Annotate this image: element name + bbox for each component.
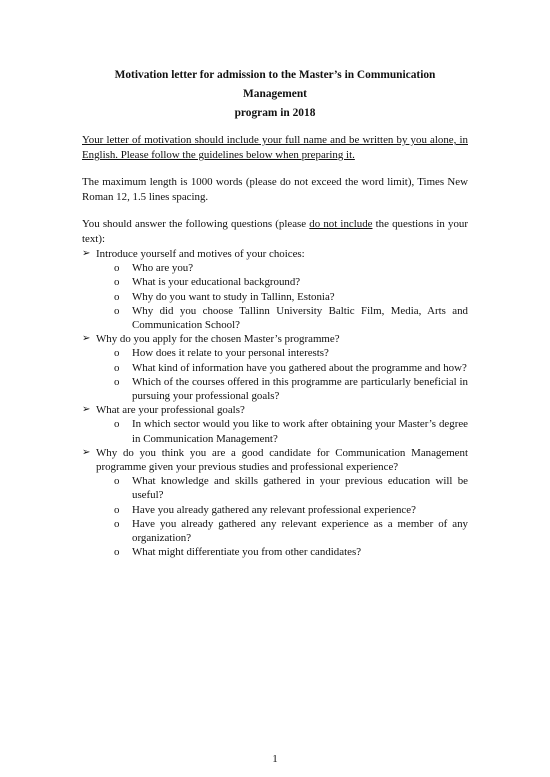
- section-heading: What are your professional goals?: [96, 404, 245, 417]
- questions-intro-before: You should answer the following questions (please: [82, 218, 310, 230]
- section-heading: Introduce yourself and motives of your choices:: [96, 248, 305, 260]
- list-item: [114, 290, 468, 304]
- sub-question-text: Who are you?: [132, 262, 194, 275]
- sub-question-text: Why did you choose Tallinn University Baltic Film, Media, Arts and Communication School?: [132, 304, 468, 332]
- title-line-2: program in 2018: [234, 107, 316, 119]
- arrow-bullet-icon: ➢: [82, 446, 91, 458]
- circle-bullet-icon: o: [114, 503, 120, 516]
- section-heading: Why do you think you are a good candidate for Communication Management programme given your previous studies and professional experience?: [96, 446, 468, 474]
- section-introduce: [82, 247, 468, 332]
- section-candidate: [82, 446, 468, 560]
- sub-question-list: [96, 474, 468, 559]
- instruction-paragraph: Your letter of motivation should include your full name and be written by you alone, in English. Please follow the guidelines below when preparing it.: [82, 134, 468, 161]
- sub-question-list: [96, 261, 468, 332]
- title-line-1: Motivation letter for admission to the Master’s in Communication Management: [114, 69, 436, 100]
- list-item: [114, 545, 468, 559]
- sub-question-text: What is your educational background?: [132, 276, 301, 289]
- list-item: [114, 304, 468, 332]
- list-item: [114, 275, 468, 289]
- circle-bullet-icon: o: [114, 262, 120, 275]
- sub-question-text: Have you already gathered any relevant professional experience?: [132, 503, 416, 516]
- questions-intro-underlined: do not include: [309, 218, 373, 230]
- arrow-bullet-icon: ➢: [82, 333, 91, 345]
- sub-question-text: What kind of information have you gathered about the programme and how?: [132, 361, 467, 374]
- circle-bullet-icon: o: [114, 517, 120, 530]
- list-item: [114, 503, 468, 517]
- circle-bullet-icon: o: [114, 276, 120, 289]
- list-item: [114, 261, 468, 275]
- section-programme: [82, 332, 468, 403]
- sub-question-list: [96, 346, 468, 403]
- section-heading: Why do you apply for the chosen Master’s programme?: [96, 333, 340, 346]
- sub-question-text: What knowledge and skills gathered in your previous education will be useful?: [132, 475, 468, 502]
- circle-bullet-icon: o: [114, 361, 120, 374]
- circle-bullet-icon: o: [114, 375, 120, 388]
- questions-intro-after: the questions in your text):: [82, 218, 468, 245]
- sub-question-text: What might differentiate you from other candidates?: [132, 546, 362, 559]
- sub-question-text: In which sector would you like to work after obtaining your Master’s degree in Communication Management?: [132, 418, 468, 445]
- page-number: 1: [272, 753, 278, 765]
- question-sections: [82, 247, 468, 559]
- circle-bullet-icon: o: [114, 418, 120, 431]
- circle-bullet-icon: o: [114, 304, 120, 317]
- arrow-bullet-icon: ➢: [82, 248, 91, 259]
- circle-bullet-icon: o: [114, 475, 120, 488]
- sub-question-list: [96, 417, 468, 445]
- circle-bullet-icon: o: [114, 347, 120, 360]
- list-item: [114, 361, 468, 375]
- sub-question-text: Have you already gathered any relevant experience as a member of any organization?: [132, 517, 468, 545]
- arrow-bullet-icon: ➢: [82, 404, 91, 416]
- questions-intro: [82, 217, 468, 247]
- circle-bullet-icon: o: [114, 290, 120, 303]
- list-item: [114, 517, 468, 545]
- list-item: [114, 346, 468, 360]
- section-goals: [82, 403, 468, 446]
- list-item: [114, 474, 468, 502]
- sub-question-text: Which of the courses offered in this programme are particularly beneficial in pursuing your professional goals?: [132, 375, 468, 403]
- document-title: [82, 66, 468, 123]
- sub-question-text: How does it relate to your personal interests?: [132, 347, 329, 360]
- circle-bullet-icon: o: [114, 546, 120, 559]
- list-item: [114, 417, 468, 445]
- list-item: [114, 375, 468, 403]
- sub-question-text: Why do you want to study in Tallinn, Estonia?: [132, 290, 335, 303]
- format-paragraph: The maximum length is 1000 words (please do not exceed the word limit), Times New Roman 12, 1.5 lines spacing.: [82, 176, 468, 203]
